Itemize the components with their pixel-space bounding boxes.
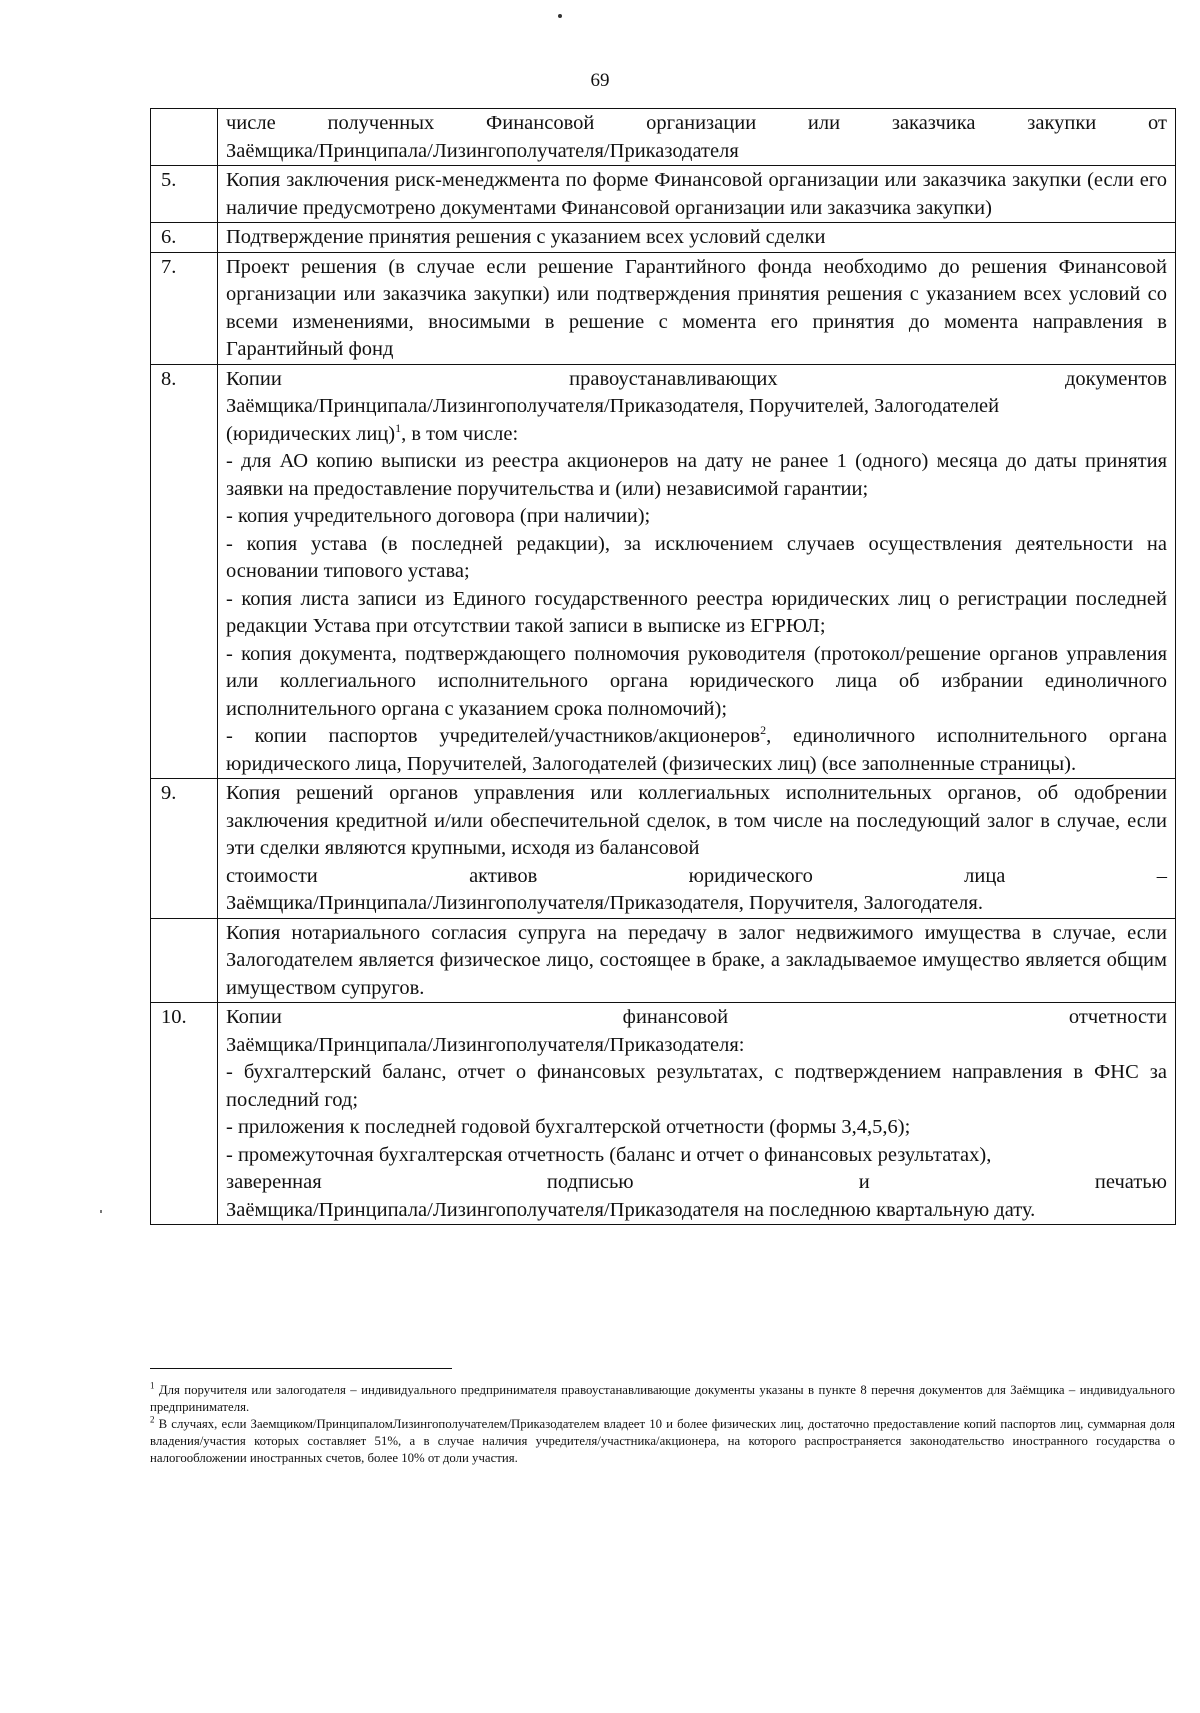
word: документов [1064, 367, 1167, 390]
paragraph-text: - приложения к последней годовой бухгалтерской отчетности (формы 3,4,5,6); [226, 1116, 911, 1138]
table-row [151, 364, 1176, 779]
footnote [150, 1382, 1175, 1416]
text-line: Заёмщика/Принципала/Лизингополучателя/Приказодателя [226, 139, 739, 162]
row-number: 5. [151, 166, 218, 223]
paragraph-text: Копия решений органов управления или коллегиальных исполнительных органов, об одобрении заключения кредитной и/или обеспечительной сделок, в том числе на последующий залог в случае, если эти сделки являются крупными, исходя из балансовой [226, 782, 1167, 859]
footnotes [150, 1382, 1175, 1467]
word: лица [964, 864, 1006, 887]
page-number: 69 [590, 70, 610, 91]
word: Финансовой [486, 112, 595, 134]
row-number: 7. [151, 252, 218, 364]
paragraph-text: - бухгалтерский баланс, отчет о финансовых результатах, с подтверждением направления в ФНС за последний год; [226, 1061, 1167, 1111]
table-row [151, 109, 1176, 166]
paragraph-text: - копия устава (в последней редакции), за исключением случаев осуществления деятельности на основании типового устава; [226, 532, 1167, 582]
footnote-ref: 1 [395, 420, 402, 435]
row-content [218, 252, 1176, 364]
paragraph-text: Копия заключения риск-менеджмента по форме Финансовой организации или заказчика закупки (если его наличие предусмотрено документами Финансовой организации или заказчика закупки) [226, 169, 1167, 219]
row-content [218, 779, 1176, 919]
paragraph-text: Проект решения (в случае если решение Гарантийного фонда необходимо до решения Финансовой организации или заказчика закупки) или подтверждения принятия решения с указанием всех условий со всеми изменениями, вносимыми в решение с момента его принятия до момента направления в Гарантийный фонд [226, 255, 1167, 360]
footnote-text: В случаях, если Заемщиком/ПринципаломЛизингополучателем/Приказодателем владеет 10 и более физических лиц, достаточно предоставление копий паспортов лиц, суммарная доля владения/участия которых составляет 51%, а в случае наличия учредителя/участника/акционера, на которого распространяется законодательство иностранного государства о налогообложении иностранных счетов, более 10% от доли участия. [150, 1417, 1175, 1465]
table-row [151, 166, 1176, 223]
row-content [218, 109, 1176, 166]
row-number [151, 109, 218, 166]
word: финансовой [622, 1006, 729, 1028]
row-paragraph [226, 448, 1167, 503]
row-number: 10. [151, 1003, 218, 1225]
row-paragraph [226, 780, 1167, 863]
row-number [151, 918, 218, 1003]
table-row [151, 252, 1176, 364]
text-line: Заёмщика/Принципала/Лизингополучателя/Приказодателя, Поручителей, Залогодателей [226, 395, 1000, 417]
word: организации [646, 112, 757, 134]
row-paragraph [226, 723, 1167, 778]
word: заверенная [226, 1171, 322, 1193]
word: Копии [226, 1006, 282, 1028]
row-paragraph [226, 1197, 1167, 1225]
spread-line [226, 110, 1167, 138]
word: Копии [226, 367, 282, 390]
paragraph-text: - копия листа записи из Единого государственного реестра юридических лиц о регистрации последней редакции Устава при отсутствии такой записи в выписке из ЕГРЮЛ; [226, 587, 1167, 637]
row-paragraph [226, 1142, 1167, 1170]
word: отчетности [1068, 1006, 1167, 1028]
word: юридического [688, 864, 813, 887]
row-paragraph [226, 254, 1167, 364]
spread-line [226, 1169, 1167, 1197]
paragraph-text: - копия документа, подтверждающего полномочия руководителя (протокол/решение органов управления или коллегиального исполнительного органа юридического лица об избрании единоличного исполнительного органа с указанием срока полномочий); [226, 642, 1167, 720]
scan-mark [100, 1210, 102, 1213]
word: и [858, 1171, 870, 1193]
row-content [218, 918, 1176, 1003]
word: подписью [546, 1171, 634, 1193]
row-number: 8. [151, 364, 218, 779]
footnote-text: Для поручителя или залогодателя – индивидуального предпринимателя правоустанавливающие документы указаны в пункте 8 перечня документов для Заёмщика – индивидуального предпринимателя. [150, 1383, 1175, 1414]
row-paragraph [226, 1059, 1167, 1114]
row-paragraph [226, 421, 1167, 449]
row-paragraph [226, 167, 1167, 222]
paragraph-text: (юридических лиц) [226, 422, 396, 445]
text-line: Заёмщика/Принципала/Лизингополучателя/Приказодателя, Поручителя, Залогодателя. [226, 892, 983, 914]
word: от [1148, 112, 1167, 134]
word: печатью [1094, 1171, 1167, 1193]
word: – [1156, 864, 1167, 887]
paragraph-tail: , единоличного исполнительного органа юридического лица, Поручителей, Залогодателей (физических лиц) (все заполненные страницы). [226, 725, 1167, 775]
row-paragraph [226, 503, 1167, 531]
row-number: 6. [151, 223, 218, 253]
row-content [218, 166, 1176, 223]
row-paragraph [226, 224, 1167, 252]
paragraph-text: Заёмщика/Принципала/Лизингополучателя/Приказодателя на последнюю квартальную дату. [226, 1198, 1036, 1221]
word: активов [469, 864, 538, 887]
word: полученных [327, 112, 435, 134]
paragraph-text: Копия нотариального согласия супруга на передачу в залог недвижимого имущества в случае, если Залогодателем является физическое лицо, состоящее в браке, а закладываемое имущество является общим имуществом супругов. [226, 921, 1167, 999]
row-paragraph [226, 1114, 1167, 1142]
table-row [151, 918, 1176, 1003]
word: правоустанавливающих [569, 367, 778, 390]
row-paragraph [226, 531, 1167, 586]
footnote [150, 1416, 1175, 1467]
row-content [218, 364, 1176, 779]
text-line: Заёмщика/Принципала/Лизингополучателя/Приказодателя: [226, 1033, 745, 1056]
footnote-mark: 2 [150, 1414, 155, 1425]
spread-line [226, 366, 1167, 394]
table-row [151, 779, 1176, 919]
scan-dot [558, 14, 562, 18]
row-paragraph [226, 641, 1167, 724]
word: или [807, 112, 841, 134]
paragraph-text: - копия учредительного договора (при наличии); [226, 505, 651, 527]
word: закупки [1027, 112, 1097, 134]
paragraph-text: - промежуточная бухгалтерская отчетность (баланс и отчет о финансовых результатах), [226, 1143, 992, 1166]
row-paragraph [226, 586, 1167, 641]
paragraph-text: - копии паспортов учредителей/участников/акционеров [226, 725, 761, 747]
paragraph-tail: , в том числе: [401, 422, 519, 445]
row-paragraph [226, 920, 1167, 1003]
table-row [151, 223, 1176, 253]
row-number: 9. [151, 779, 218, 919]
paragraph-text: - для АО копию выписки из реестра акционеров на дату не ранее 1 (одного) месяца до даты принятия заявки на предоставление поручительства и (или) независимой гарантии; [226, 450, 1167, 500]
documents-table-body [151, 109, 1176, 1225]
word: числе [226, 112, 276, 134]
table-row [151, 1003, 1176, 1225]
spread-line [226, 863, 1167, 891]
footnote-ref: 2 [760, 723, 767, 738]
documents-table [150, 108, 1176, 1225]
spread-line [226, 1004, 1167, 1032]
word: стоимости [226, 864, 318, 887]
footnote-mark: 1 [150, 1380, 155, 1391]
row-content [218, 223, 1176, 253]
row-content [218, 1003, 1176, 1225]
paragraph-text: Подтверждение принятия решения с указанием всех условий сделки [226, 226, 826, 248]
footnote-separator [150, 1368, 452, 1369]
word: заказчика [891, 112, 976, 134]
